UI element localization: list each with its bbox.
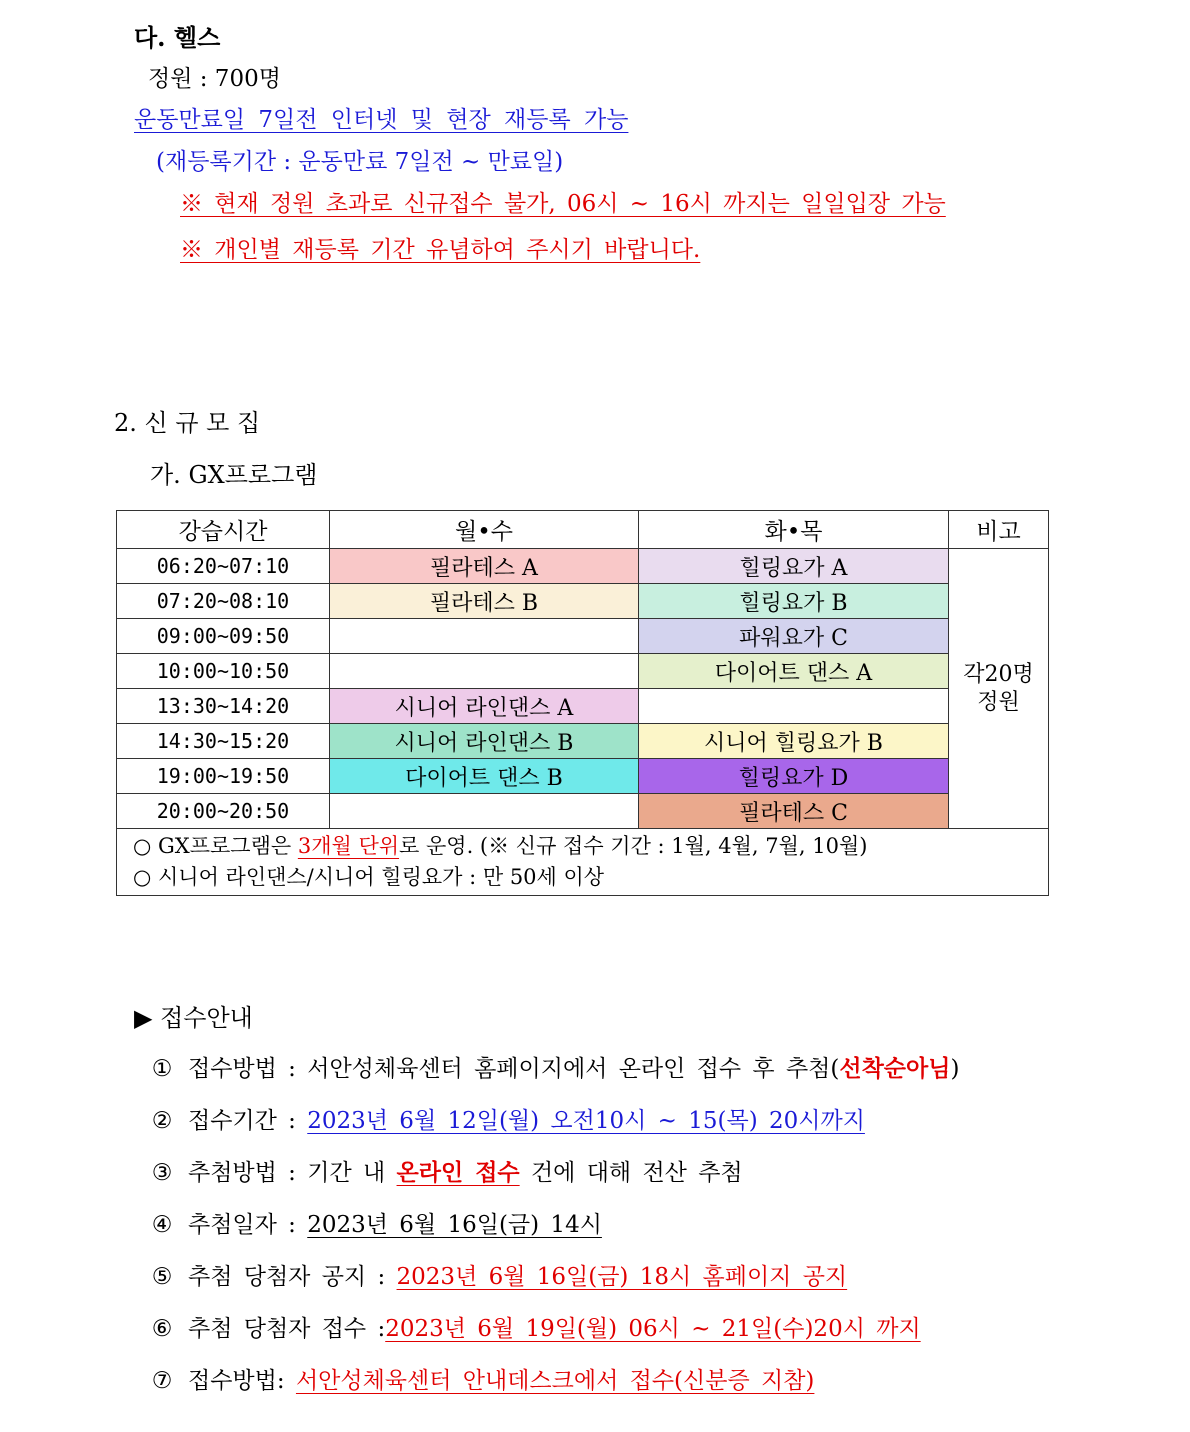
table-row bbox=[117, 724, 1049, 759]
remark-cell bbox=[949, 549, 1049, 829]
item-number: ③ bbox=[151, 1160, 173, 1186]
table-row bbox=[117, 689, 1049, 724]
table-note-row bbox=[117, 829, 1049, 896]
reception-item bbox=[148, 1310, 921, 1343]
header-time: 강습시간 bbox=[117, 511, 330, 549]
item-number: ⑤ bbox=[151, 1264, 173, 1290]
table-row bbox=[117, 654, 1049, 689]
tue-thu-class-cell: 힐링요가 A bbox=[639, 549, 949, 584]
mon-wed-class-cell: 필라테스 A bbox=[330, 549, 639, 584]
remark-line: 각20명 bbox=[963, 661, 1034, 687]
table-row bbox=[117, 759, 1049, 794]
reception-item bbox=[148, 1206, 602, 1239]
time-cell: 07:20~08:10 bbox=[117, 584, 330, 619]
time-cell: 19:00~19:50 bbox=[117, 759, 330, 794]
table-row bbox=[117, 794, 1049, 829]
remark-line: 정원 bbox=[977, 689, 1020, 715]
time-cell: 20:00~20:50 bbox=[117, 794, 330, 829]
time-cell: 14:30~15:20 bbox=[117, 724, 330, 759]
item-value: 서안성체육센터 안내데스크에서 접수(신분증 지참) bbox=[295, 1368, 815, 1394]
mon-wed-class-cell: 시니어 라인댄스 A bbox=[330, 689, 639, 724]
renew-notice: 운동만료일 7일전 인터넷 및 현장 재등록 가능 bbox=[134, 107, 629, 133]
table-note-cell bbox=[117, 829, 1049, 896]
header-remark: 비고 bbox=[949, 511, 1049, 549]
reception-item bbox=[148, 1362, 814, 1395]
mon-wed-class-cell bbox=[330, 794, 639, 829]
note-prefix: ○ GX프로그램은 bbox=[133, 834, 298, 858]
reception-item bbox=[148, 1154, 743, 1187]
item-label: 추첨 당첨자 공지 : bbox=[188, 1264, 397, 1290]
time-cell: 06:20~07:10 bbox=[117, 549, 330, 584]
mon-wed-class-cell: 다이어트 댄스 B bbox=[330, 759, 639, 794]
item-label: 접수방법 : 서안성체육센터 홈페이지에서 온라인 접수 후 추첨( bbox=[188, 1056, 840, 1082]
item-value: 2023년 6월 16일(금) 18시 홈페이지 공지 bbox=[396, 1264, 848, 1290]
item-value: 2023년 6월 16일(금) 14시 bbox=[307, 1212, 602, 1238]
reception-item bbox=[148, 1258, 847, 1291]
note-gx-unit bbox=[133, 831, 1048, 862]
table-row bbox=[117, 619, 1049, 654]
item-number: ① bbox=[151, 1056, 173, 1082]
item-number: ④ bbox=[151, 1212, 173, 1238]
item-value: 2023년 6월 19일(월) 06시 ~ 21일(수)20시 까지 bbox=[385, 1316, 921, 1342]
item-number: ⑦ bbox=[151, 1368, 173, 1394]
item-label: 추첨방법 : 기간 내 bbox=[188, 1160, 397, 1186]
mon-wed-class-cell bbox=[330, 619, 639, 654]
health-title: 다. 헬스 bbox=[134, 23, 221, 52]
item-label: 접수기간 : bbox=[188, 1108, 308, 1134]
tue-thu-class-cell: 시니어 힐링요가 B bbox=[639, 724, 949, 759]
mon-wed-class-cell: 필라테스 B bbox=[330, 584, 639, 619]
note-senior-age: ○ 시니어 라인댄스/시니어 힐링요가 : 만 50세 이상 bbox=[133, 865, 605, 889]
item-number: ⑥ bbox=[151, 1316, 173, 1342]
warning-renew: ※ 개인별 재등록 기간 유념하여 주시기 바랍니다. bbox=[180, 237, 701, 263]
reception-item bbox=[148, 1102, 865, 1135]
note-suffix: 로 운영. (※ 신규 접수 기간 : 1월, 4월, 7월, 10월) bbox=[399, 834, 868, 858]
tue-thu-class-cell: 필라테스 C bbox=[639, 794, 949, 829]
header-tue-thu: 화•목 bbox=[639, 511, 949, 549]
tue-thu-class-cell: 파워요가 C bbox=[639, 619, 949, 654]
mon-wed-class-cell bbox=[330, 654, 639, 689]
recruit-title: 2. 신 규 모 집 bbox=[114, 409, 261, 437]
tue-thu-class-cell: 힐링요가 D bbox=[639, 759, 949, 794]
item-suffix: 건에 대해 전산 추첨 bbox=[519, 1160, 743, 1186]
item-label: 추첨일자 : bbox=[188, 1212, 308, 1238]
item-number: ② bbox=[151, 1108, 173, 1134]
time-cell: 13:30~14:20 bbox=[117, 689, 330, 724]
reception-title: ▶ 접수안내 bbox=[134, 1004, 253, 1032]
table-row bbox=[117, 549, 1049, 584]
mon-wed-class-cell: 시니어 라인댄스 B bbox=[330, 724, 639, 759]
note-highlight: 3개월 단위 bbox=[297, 834, 400, 858]
item-value: 온라인 접수 bbox=[396, 1159, 520, 1186]
item-label: 추첨 당첨자 접수 : bbox=[188, 1316, 386, 1342]
item-label: 접수방법: bbox=[188, 1368, 296, 1394]
tue-thu-class-cell: 힐링요가 B bbox=[639, 584, 949, 619]
table-row bbox=[117, 584, 1049, 619]
time-cell: 10:00~10:50 bbox=[117, 654, 330, 689]
reception-item bbox=[148, 1050, 959, 1083]
gx-subtitle: 가. GX프로그램 bbox=[150, 461, 318, 489]
renew-period: (재등록기간 : 운동만료 7일전 ~ 만료일) bbox=[156, 149, 564, 175]
health-capacity: 정원 : 700명 bbox=[148, 66, 281, 92]
item-value: 선착순아님 bbox=[839, 1055, 951, 1082]
item-value: 2023년 6월 12일(월) 오전10시 ~ 15(목) 20시까지 bbox=[307, 1108, 865, 1134]
table-header-row bbox=[117, 511, 1049, 549]
warning-full: ※ 현재 정원 초과로 신규접수 불가, 06시 ~ 16시 까지는 일일입장 가능 bbox=[180, 191, 946, 217]
tue-thu-class-cell: 다이어트 댄스 A bbox=[639, 654, 949, 689]
tue-thu-class-cell bbox=[639, 689, 949, 724]
gx-schedule-table bbox=[116, 510, 1049, 896]
time-cell: 09:00~09:50 bbox=[117, 619, 330, 654]
header-mon-wed: 월•수 bbox=[330, 511, 639, 549]
item-suffix: ) bbox=[950, 1056, 960, 1082]
